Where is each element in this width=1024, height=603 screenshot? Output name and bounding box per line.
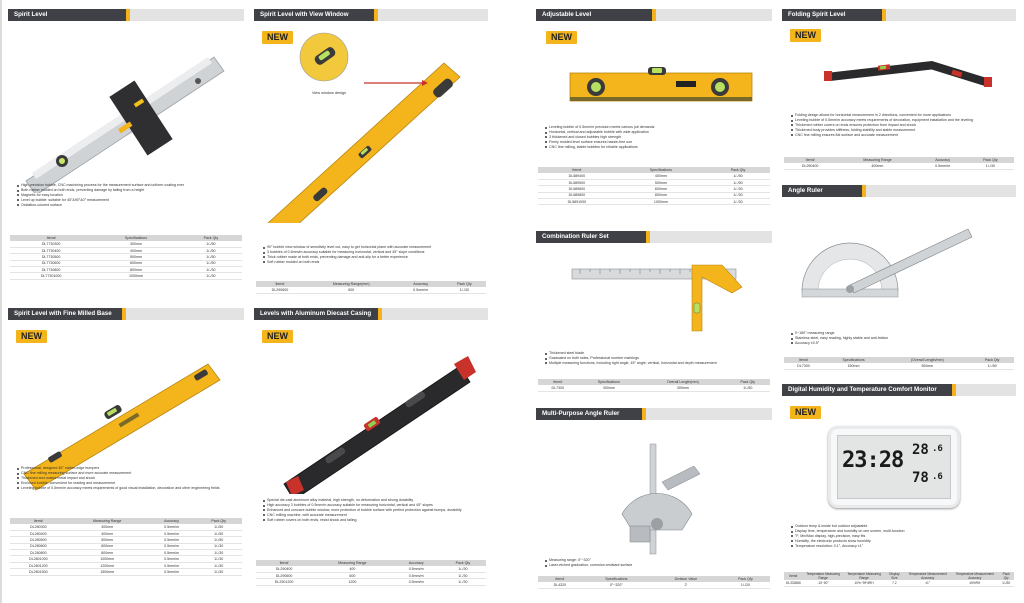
- panel-angle-ruler: [782, 185, 1016, 375]
- panel-title: Spirit Level with View Window: [260, 11, 349, 18]
- list-item: Outdoor temp & inside but outdoor adjustable: [790, 524, 1012, 529]
- list-item: Thickened steel blade: [544, 351, 768, 356]
- spec-table: Item# Measuring Range Accuracy Pack Qty DL290400 400 0.5mm/m 1/-/30 DL290600 600 0.5mm/m 1/-/30 DL2901200 1200 0.5mm/m 1/-/30: [256, 560, 486, 586]
- panel-header: [782, 185, 1016, 197]
- table-row: DL290600 600 0.5mm/m 1/-/30: [256, 572, 486, 578]
- new-badge: NEW: [262, 31, 293, 44]
- hygrometer-device: [828, 426, 960, 508]
- list-item: Enclosed bubble, convenient for reading and measurement: [16, 481, 238, 486]
- table-row: DL280600 600mm 0.5mm/m 1/-/30: [10, 543, 242, 549]
- table-row: DL280400 400mm 0.5mm/m 1/-/50: [10, 530, 242, 536]
- list-item: Magnetic for easy location: [16, 193, 236, 198]
- table-row: DL7730400 400mm 1/-/50: [10, 247, 242, 253]
- temperature-readout: 28: [912, 442, 929, 458]
- list-item: 0~180° measuring range: [790, 331, 1012, 336]
- list-item: High-precision bubble, CNC machining process for the measurement surface and uniform coating ever: [16, 183, 236, 188]
- list-item: Soft rubber covers on both ends, resist shock and falling: [262, 518, 484, 523]
- list-item: High accuracy 3 bubbles of 0.5mm/m accuracy suitable for measuring horizontal, vertical and 45° slopes: [262, 503, 484, 508]
- table-header: Pack Qty: [180, 235, 242, 241]
- panel-title: Folding Spirit Level: [788, 11, 846, 18]
- table-row: DL2901200 1200 0.5mm/m 1/-/30: [256, 579, 486, 585]
- list-item: CNC milling machine, with accurate measurement: [262, 513, 484, 518]
- spec-table: Item# Measuring Range Accuracy Pack Qty DL290400 400mm 0.5mm/m 1/-/30: [784, 157, 1014, 170]
- list-item: Thick rubber made at both ends, preventing damage and anti-slip for a better experience: [262, 255, 484, 260]
- lcd-screen: [837, 435, 951, 499]
- table-row: DL4320 0°~320° 2' 1/-/20: [538, 582, 770, 588]
- humidity-readout: 78: [912, 470, 929, 486]
- table-row: DL7300 300mm 300mm 1/-/50: [538, 385, 770, 391]
- list-item: 3 bubbles of 0.5mm/m accuracy suitable for measuring horizontal, vertical and 45° slope conditions: [262, 250, 484, 255]
- panel-title: Levels with Aluminum Diecast Casing: [260, 310, 372, 317]
- table-row: DL280800 800mm 0.5mm/m 1/-/30: [10, 550, 242, 556]
- spec-table: Item# Specifications Overall Length(mm) Pack Qty DL7300 300mm 300mm 1/-/50: [538, 379, 770, 392]
- table-row: DL589500 500mm 1/-/50: [538, 179, 770, 185]
- adjustable-level-image: [536, 41, 772, 121]
- table-row: DL7730600 600mm 1/-/50: [10, 260, 242, 266]
- list-item: °F, Min/Max display, high-precision, easy fits: [790, 534, 1012, 539]
- panel-combination-ruler: [536, 231, 772, 401]
- panel-title: Digital Humidity and Temperature Comfort Monitor: [788, 386, 937, 393]
- new-badge: NEW: [546, 31, 577, 44]
- list-item: Both rubber molded on both ends, preventing damage by falling from a height: [16, 188, 236, 193]
- list-item: 3 thickened and closed bubbles high strength: [544, 135, 768, 140]
- spec-table: Item# Specifications (Overall Length/mm) Pack Qty DL7300 150mm 300mm 1/-/50: [784, 357, 1014, 370]
- panel-folding: [782, 9, 1016, 179]
- panel-title: Combination Ruler Set: [542, 233, 609, 240]
- folding-level-image: [782, 43, 1016, 113]
- table-row: DL589800 800mm 1/-/30: [538, 192, 770, 198]
- new-badge: NEW: [790, 29, 821, 42]
- list-item: Laser-etched graduation, corrosion-resistant surface: [544, 563, 768, 568]
- list-item: Enhanced and concave bubble window, more protection of bubble surface with perfect protection against bumps, durability: [262, 508, 484, 513]
- panel-spirit-level: [8, 9, 244, 301]
- list-item: 90° bubble view window of sensitivity level cut, easy to get horizontal plane with accurate measurement: [262, 245, 484, 250]
- list-item: Measuring range: 0°~320°: [544, 558, 768, 563]
- spec-table: Item# Measuring Range Accuracy Pack Qty DL280300 300mm 0.5mm/m 1/-/50 DL280400 400mm 0.5mm/m 1/-/50 DL280500 500mm 0.5mm/m 1/-/50 DL280600 600mm 0.5mm/m 1/-/30 DL280800 800mm 0.5mm/m 1/-/30 DL2801000 1000mm 0.5mm/m 1/-/30 DL2801200 1200mm 0.5mm/m 1/-/30 DL2801500 1500mm 0.5mm/m 1/-/30: [10, 518, 242, 576]
- list-item: Thickened and coated metal impact and shock: [16, 476, 238, 481]
- page-divider: [0, 0, 2, 603]
- list-item: Professional, designed 45° rubber-edge bumpers: [16, 466, 238, 471]
- humidity-decimal: .6: [932, 472, 943, 482]
- panel-header: [254, 9, 488, 21]
- panel-title: Spirit Level with Fine Milled Base: [14, 310, 112, 317]
- table-row: DL2801200 1200mm 0.5mm/m 1/-/30: [10, 562, 242, 568]
- table-row: DL332886 -10~50° 10%~99%RH 7.2 ±1° ±5%RH 1/-/50: [784, 580, 1014, 586]
- panel-fine-milled: [8, 308, 244, 600]
- list-item: Folding design allows for horizontal measurement in 2 directions, convenient for more applications: [790, 113, 1012, 118]
- panel-title: Spirit Level: [14, 11, 48, 18]
- table-header: Item#: [10, 235, 92, 241]
- panel-header: [536, 9, 772, 21]
- list-item: Level up bubble: suitable for 45°&90°&0° measurement: [16, 198, 236, 203]
- table-row: DL280500 500mm 0.5mm/m 1/-/50: [10, 537, 242, 543]
- panel-multi-angle-ruler: [536, 408, 772, 600]
- table-row: DL7730300 300mm 1/-/50: [10, 241, 242, 247]
- table-row: DL589600 600mm 1/-/30: [538, 186, 770, 192]
- time-readout: 23:28: [842, 448, 904, 473]
- view-window-level-image: [254, 23, 488, 223]
- new-badge: NEW: [16, 330, 47, 343]
- panel-header: [254, 308, 488, 320]
- list-item: Display time, temperature and humidity on one screen, multi-function: [790, 529, 1012, 534]
- panel-title: Multi-Purpose Angle Ruler: [542, 410, 620, 417]
- temperature-decimal: .6: [932, 444, 943, 454]
- panel-header: [782, 384, 1016, 396]
- spec-table: Item# Specifications Division Value Pack Qty DL4320 0°~320° 2' 1/-/20: [538, 576, 770, 589]
- list-item: Thickened rubber covers on ends ensures protection from impact and shock: [790, 123, 1012, 128]
- panel-header: [8, 9, 244, 21]
- table-row: DL2801500 1500mm 0.5mm/m 1/-/30: [10, 569, 242, 575]
- table-row: DL290400 400mm 0.5mm/m 1/-/30: [784, 163, 1014, 169]
- list-item: Accuracy ±0.5°: [790, 341, 1012, 346]
- list-item: CNC fine milling ensures flat surface and accurate measurement: [790, 133, 1012, 138]
- list-item: Humidity, the electronic products show humidity: [790, 539, 1012, 544]
- table-row: DL77301000 1000mm 1/-/30: [10, 273, 242, 279]
- list-item: Horizontal, vertical and adjustable bubble with wide application: [544, 130, 768, 135]
- list-item: Leveling bubble of 0.5mm/m accuracy meets requirements of good visual installation, decoration and other engineering fields: [16, 486, 238, 491]
- image-caption: View window design: [312, 91, 347, 95]
- spirit-level-image: [8, 23, 244, 193]
- table-row: DL7730800 800mm 1/-/30: [10, 267, 242, 273]
- list-item: Temperature resolution: 0.1°, Accuracy ±1°: [790, 544, 1012, 549]
- spec-table: Item# Temperature Measuring Range Temperature Measuring Range Display Size Temperature Measurement Accuracy Temperature Measurement Accuracy Pack Qty DL332886 -10~50° 10%~99%RH 7.2 ±1° ±5%RH 1/-/50: [784, 572, 1014, 587]
- table-row: DL7300 150mm 300mm 1/-/50: [784, 363, 1014, 369]
- combination-ruler-image: [536, 247, 772, 347]
- list-item: Firmly molded level surface ensures hassle-free use: [544, 140, 768, 145]
- list-item: CNC fine milling measuring surface and more accurate measurement: [16, 471, 238, 476]
- table-row: DL7730500 500mm 1/-/50: [10, 254, 242, 260]
- list-item: Leveling bubble of 0.5mm/m precision meets various job demands: [544, 125, 768, 130]
- multi-angle-ruler-image: [536, 422, 772, 562]
- list-item: CNC fine milling, stable bubbles for reliable applications: [544, 145, 768, 150]
- table-row: DL589400 400mm 1/-/50: [538, 173, 770, 179]
- panel-title: Adjustable Level: [542, 11, 592, 18]
- panel-header: [536, 408, 772, 420]
- spec-table: Item# Specifications Pack Qty DL589400 400mm 1/-/50 DL589500 500mm 1/-/50 DL589600 600mm 1/-/30 DL589800 800mm 1/-/30 DL5891000 1000mm 1/-/30: [538, 167, 770, 205]
- list-item: Graduated on both sides, Professional number markings: [544, 356, 768, 361]
- list-item: Oxidation-colored surface: [16, 203, 236, 208]
- panel-header: [536, 231, 772, 243]
- diecast-level-image: [254, 334, 488, 494]
- new-badge: NEW: [790, 406, 821, 419]
- table-row: DL280300 300mm 0.5mm/m 1/-/50: [10, 524, 242, 530]
- panel-header: [8, 308, 244, 320]
- panel-title: Angle Ruler: [788, 187, 823, 194]
- panel-aluminum-diecast: [254, 308, 488, 600]
- list-item: Leveling bubble of 0.5mm/m accuracy meets requirements of decoration, equipment installation and the leveling: [790, 118, 1012, 123]
- panel-hygrometer: [782, 384, 1016, 600]
- table-header: Specifications: [92, 235, 180, 241]
- list-item: Stainless steel, easy reading, highly stable and anti-friction: [790, 336, 1012, 341]
- table-row: DL2801000 1000mm 0.5mm/m 1/-/30: [10, 556, 242, 562]
- list-item: Special die-cast aluminum alloy material, high strength, no deformation and strong durability: [262, 498, 484, 503]
- new-badge: NEW: [262, 330, 293, 343]
- spec-table: Item# Measuring Range(mm) Accuracy Pack Qty DL290600 600 0.5mm/m 1/-/30: [256, 281, 486, 294]
- protractor-image: [782, 199, 1016, 329]
- panel-adjustable: [536, 9, 772, 223]
- list-item: Soft rubber molded on both ends: [262, 260, 484, 265]
- spec-table: [10, 235, 242, 280]
- table-row: DL290400 400 0.5mm/m 1/-/30: [256, 566, 486, 572]
- table-row: DL290600 600 0.5mm/m 1/-/30: [256, 287, 486, 293]
- panel-header: [782, 9, 1016, 21]
- list-item: Thickened body provides stiffness, folding stability and stable measurement: [790, 128, 1012, 133]
- table-row: DL5891000 1000mm 1/-/30: [538, 199, 770, 205]
- panel-view-window: [254, 9, 488, 301]
- list-item: Multiple measuring functions, including right angle, 45° angle, vertical, horizontal and depth measurement: [544, 361, 768, 366]
